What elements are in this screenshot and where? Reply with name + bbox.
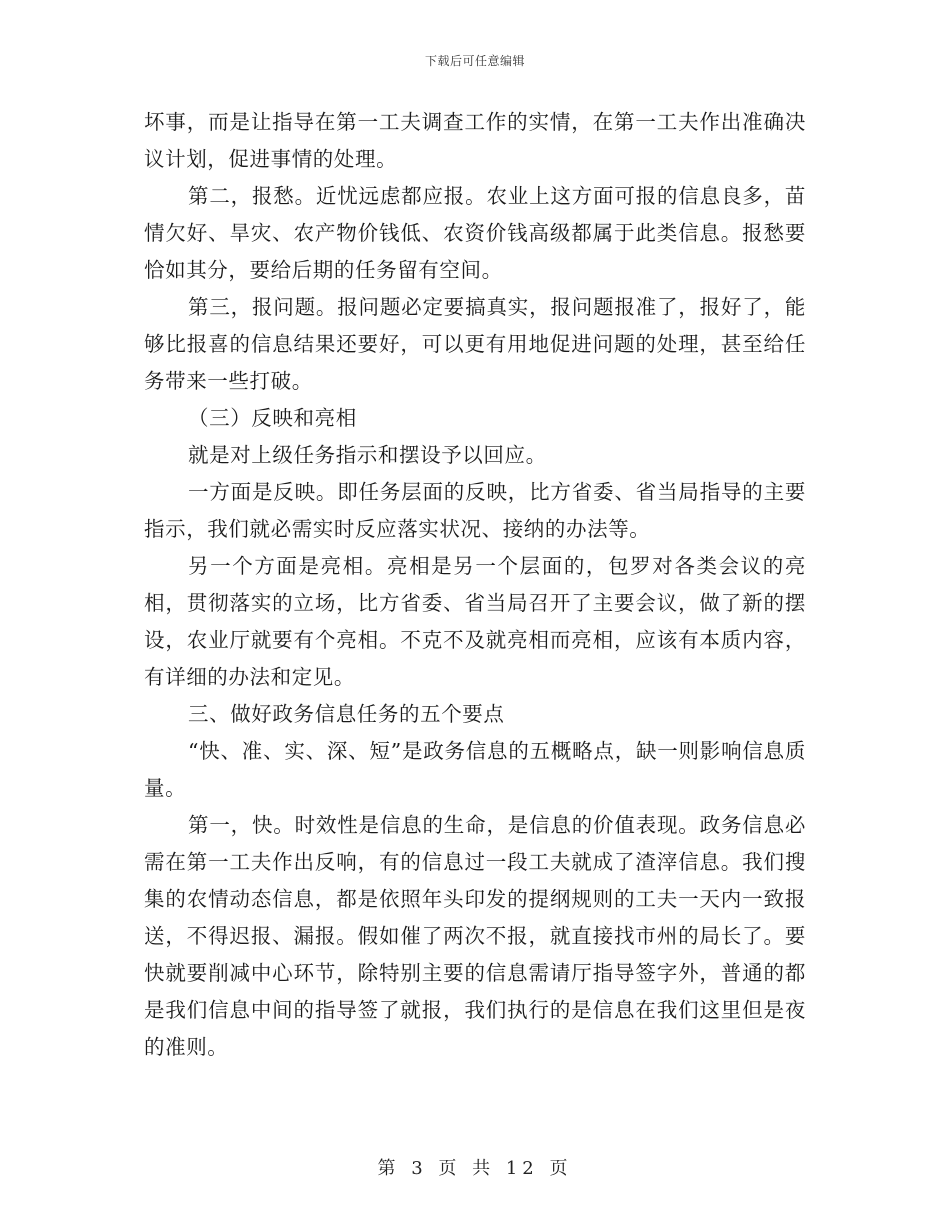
paragraph-2: 第二，报愁。近忧远虑都应报。农业上这方面可报的信息良多，苗情欠好、旱灾、农产物价钱低、农资价钱高级都属于此类信息。报愁要恰如其分，要给后期的任务留有空间。 bbox=[144, 184, 806, 282]
paragraph-3: 第三，报问题。报问题必定要搞真实，报问题报准了，报好了，能够比报喜的信息结果还要好，可以更有用地促进问题的处理，甚至给任务带来一些打破。 bbox=[144, 295, 806, 393]
paragraph-9: “快、准、实、深、短”是政务信息的五概略点，缺一则影响信息质量。 bbox=[144, 739, 806, 800]
paragraph-6: 一方面是反映。即任务层面的反映，比方省委、省当局指导的主要指示，我们就必需实时反应落实状况、接纳的办法等。 bbox=[144, 480, 806, 541]
paragraph-7: 另一个方面是亮相。亮相是另一个层面的，包罗对各类会议的亮相，贯彻落实的立场，比方省委、省当局召开了主要会议，做了新的摆设，农业厅就要有个亮相。不克不及就亮相而亮相，应该有本质内容，有详细的办法和定见。 bbox=[144, 554, 806, 689]
section-heading-3: （三）反映和亮相 bbox=[188, 406, 357, 430]
page-footer: 第 3 页 共 12 页 bbox=[377, 1158, 573, 1179]
paragraph-1: 坏事，而是让指导在第一工夫调查工作的实情，在第一工夫作出准确决议计划，促进事情的处理。 bbox=[144, 110, 806, 171]
paragraph-10: 第一，快。时效性是信息的生命，是信息的价值表现。政务信息必需在第一工夫作出反响，有的信息过一段工夫就成了渣滓信息。我们搜集的农情动态信息，都是依照年头印发的提纲规则的工夫一天内一致报送，不得迟报、漏报。假如催了两次不报，就直接找市州的局长了。要快就要削减中心环节，除特别主要的信息需请厅指导签字外，普通的都是我们信息中间的指导签了就报，我们执行的是信息在我们这里但是夜的准则。 bbox=[144, 813, 806, 1059]
document-body bbox=[144, 104, 806, 1066]
section-heading-three: 三、做好政务信息任务的五个要点 bbox=[188, 702, 505, 726]
paragraph-5: 就是对上级任务指示和摆设予以回应。 bbox=[188, 443, 547, 467]
page-header: 下载后可任意编辑 bbox=[424, 54, 525, 68]
